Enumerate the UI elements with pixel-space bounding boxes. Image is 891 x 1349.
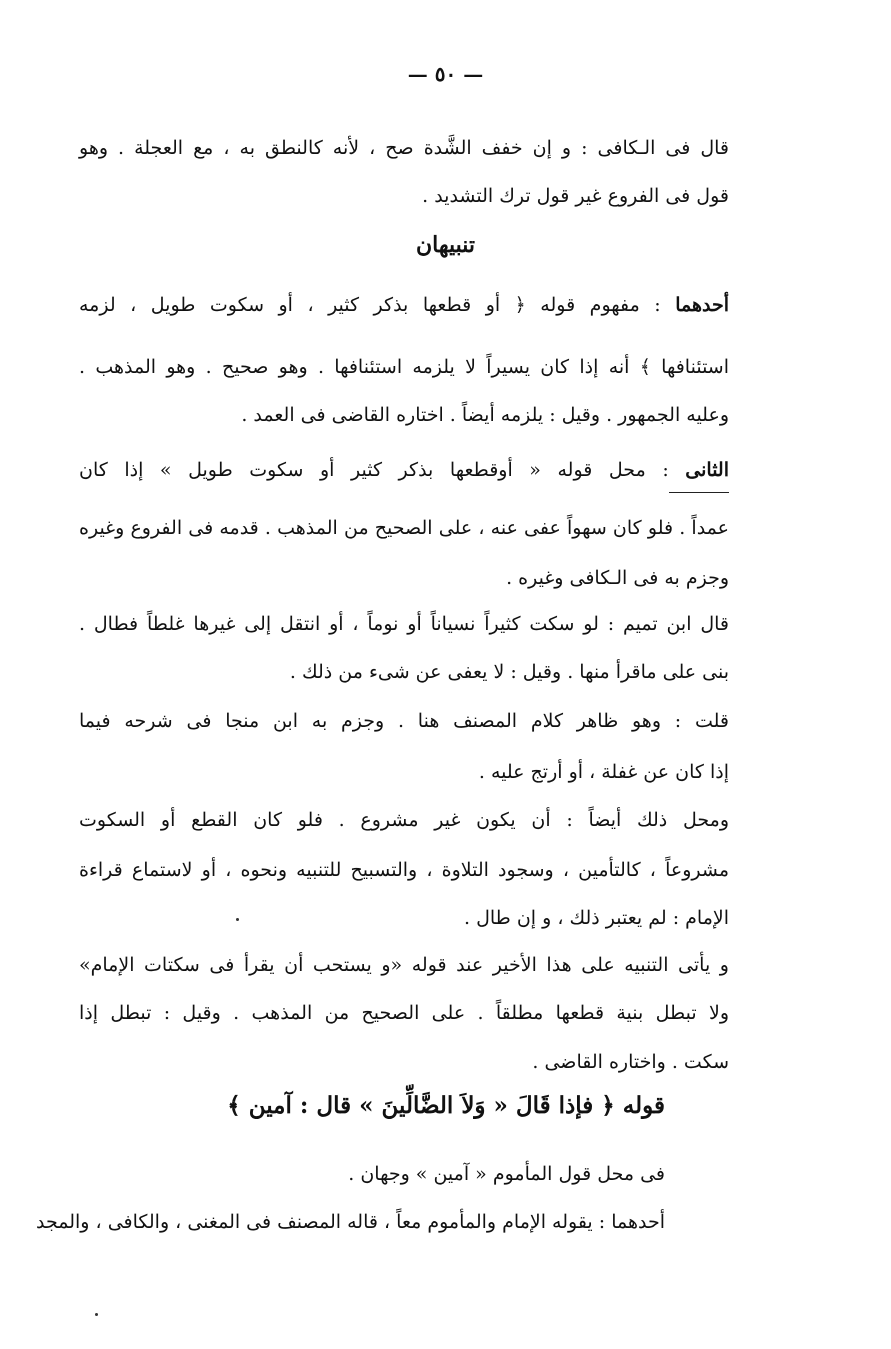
text-line-2: قول فى الفروع غير قول ترك التشديد .	[422, 185, 729, 207]
quote-label: قوله	[622, 1092, 665, 1119]
text-line-19: فى محل قول المأموم « آمين » وجهان .	[348, 1163, 665, 1185]
text-line-4: استئنافها ﴾ أنه إذا كان يسيراً لا يلزمه استئنافها . وهو صحيح . وهو المذهب .	[79, 356, 729, 378]
text-line-17: ولا تبطل بنية قطعها مطلقاً . على الصحيح من المذهب . وقيل : تبطل إذا	[79, 1002, 729, 1024]
lead-word-first: أحدهما	[675, 294, 729, 316]
text-line-10: بنى على ماقرأ منها . وقيل : لا يعفى عن شىء من ذلك .	[289, 661, 729, 683]
text-line-9: قال ابن تميم : لو سكت كثيراً نسياناً أو نوماً ، أو انتقل إلى غيرها غلطاً فطال .	[79, 613, 729, 635]
text-line-6	[79, 455, 729, 485]
text-line-18: سكت . واختاره القاضى .	[532, 1051, 729, 1073]
text-line-5: وعليه الجمهور . وقيل : يلزمه أيضاً . اختاره القاضى فى العمد .	[241, 404, 729, 426]
text-line-1: قال فى الـكافى : و إن خفف الشَّدة صح ، لأنه كالنطق به ، مع العجلة . وهو	[79, 137, 729, 159]
ink-dot-bottom	[95, 1313, 98, 1316]
text-line-14: مشروعاً ، كالتأمين ، وسجود التلاوة ، والتسبيح للتنبيه ونحوه ، أو لاستماع قراءة	[79, 859, 729, 881]
lead-word-second: الثانى	[685, 459, 729, 481]
page-number: — ٥٠ —	[407, 62, 484, 86]
section-heading: تنبيهان	[415, 232, 476, 258]
quote-text: ﴿ فإذا قَالَ « وَلاَ الضَّالِّينَ » قال : آمين ﴾	[227, 1092, 623, 1119]
text-line-8: وجزم به فى الـكافى وغيره .	[506, 567, 729, 589]
quote-heading	[215, 1092, 665, 1119]
text-line-6-rest: : محل قوله « أوقطعها بذكر كثير أو سكوت طويل » إذا كان	[79, 459, 686, 481]
ink-dot	[236, 918, 239, 921]
text-line-3-rest: : مفهوم قوله ﴿ أو قطعها بذكر كثير ، أو سكوت طويل ، لزمه	[79, 294, 676, 316]
text-line-15: الإمام : لم يعتبر ذلك ، و إن طال .	[464, 907, 729, 929]
text-line-12: إذا كان عن غفلة ، أو أرتج عليه .	[478, 761, 729, 783]
text-line-16: و يأتى التنبيه على هذا الأخير عند قوله «و يستحب أن يقرأ فى سكتات الإمام»	[79, 954, 729, 976]
text-line-11: قلت : وهو ظاهر كلام المصنف هنا . وجزم به ابن منجا فى شرحه فيما	[79, 710, 729, 732]
text-line-13: ومحل ذلك أيضاً : أن يكون غير مشروع . فلو كان القطع أو السكوت	[79, 809, 729, 831]
text-line-3	[79, 290, 729, 320]
text-line-7: عمداً . فلو كان سهواً عفى عنه ، على الصحيح من المذهب . قدمه فى الفروع وغيره	[79, 517, 729, 539]
heading-underline	[669, 492, 729, 493]
text-line-20: أحدهما : يقوله الإمام والمأموم معاً ، قاله المصنف فى المغنى ، والكافى ، والمجد	[36, 1211, 665, 1233]
